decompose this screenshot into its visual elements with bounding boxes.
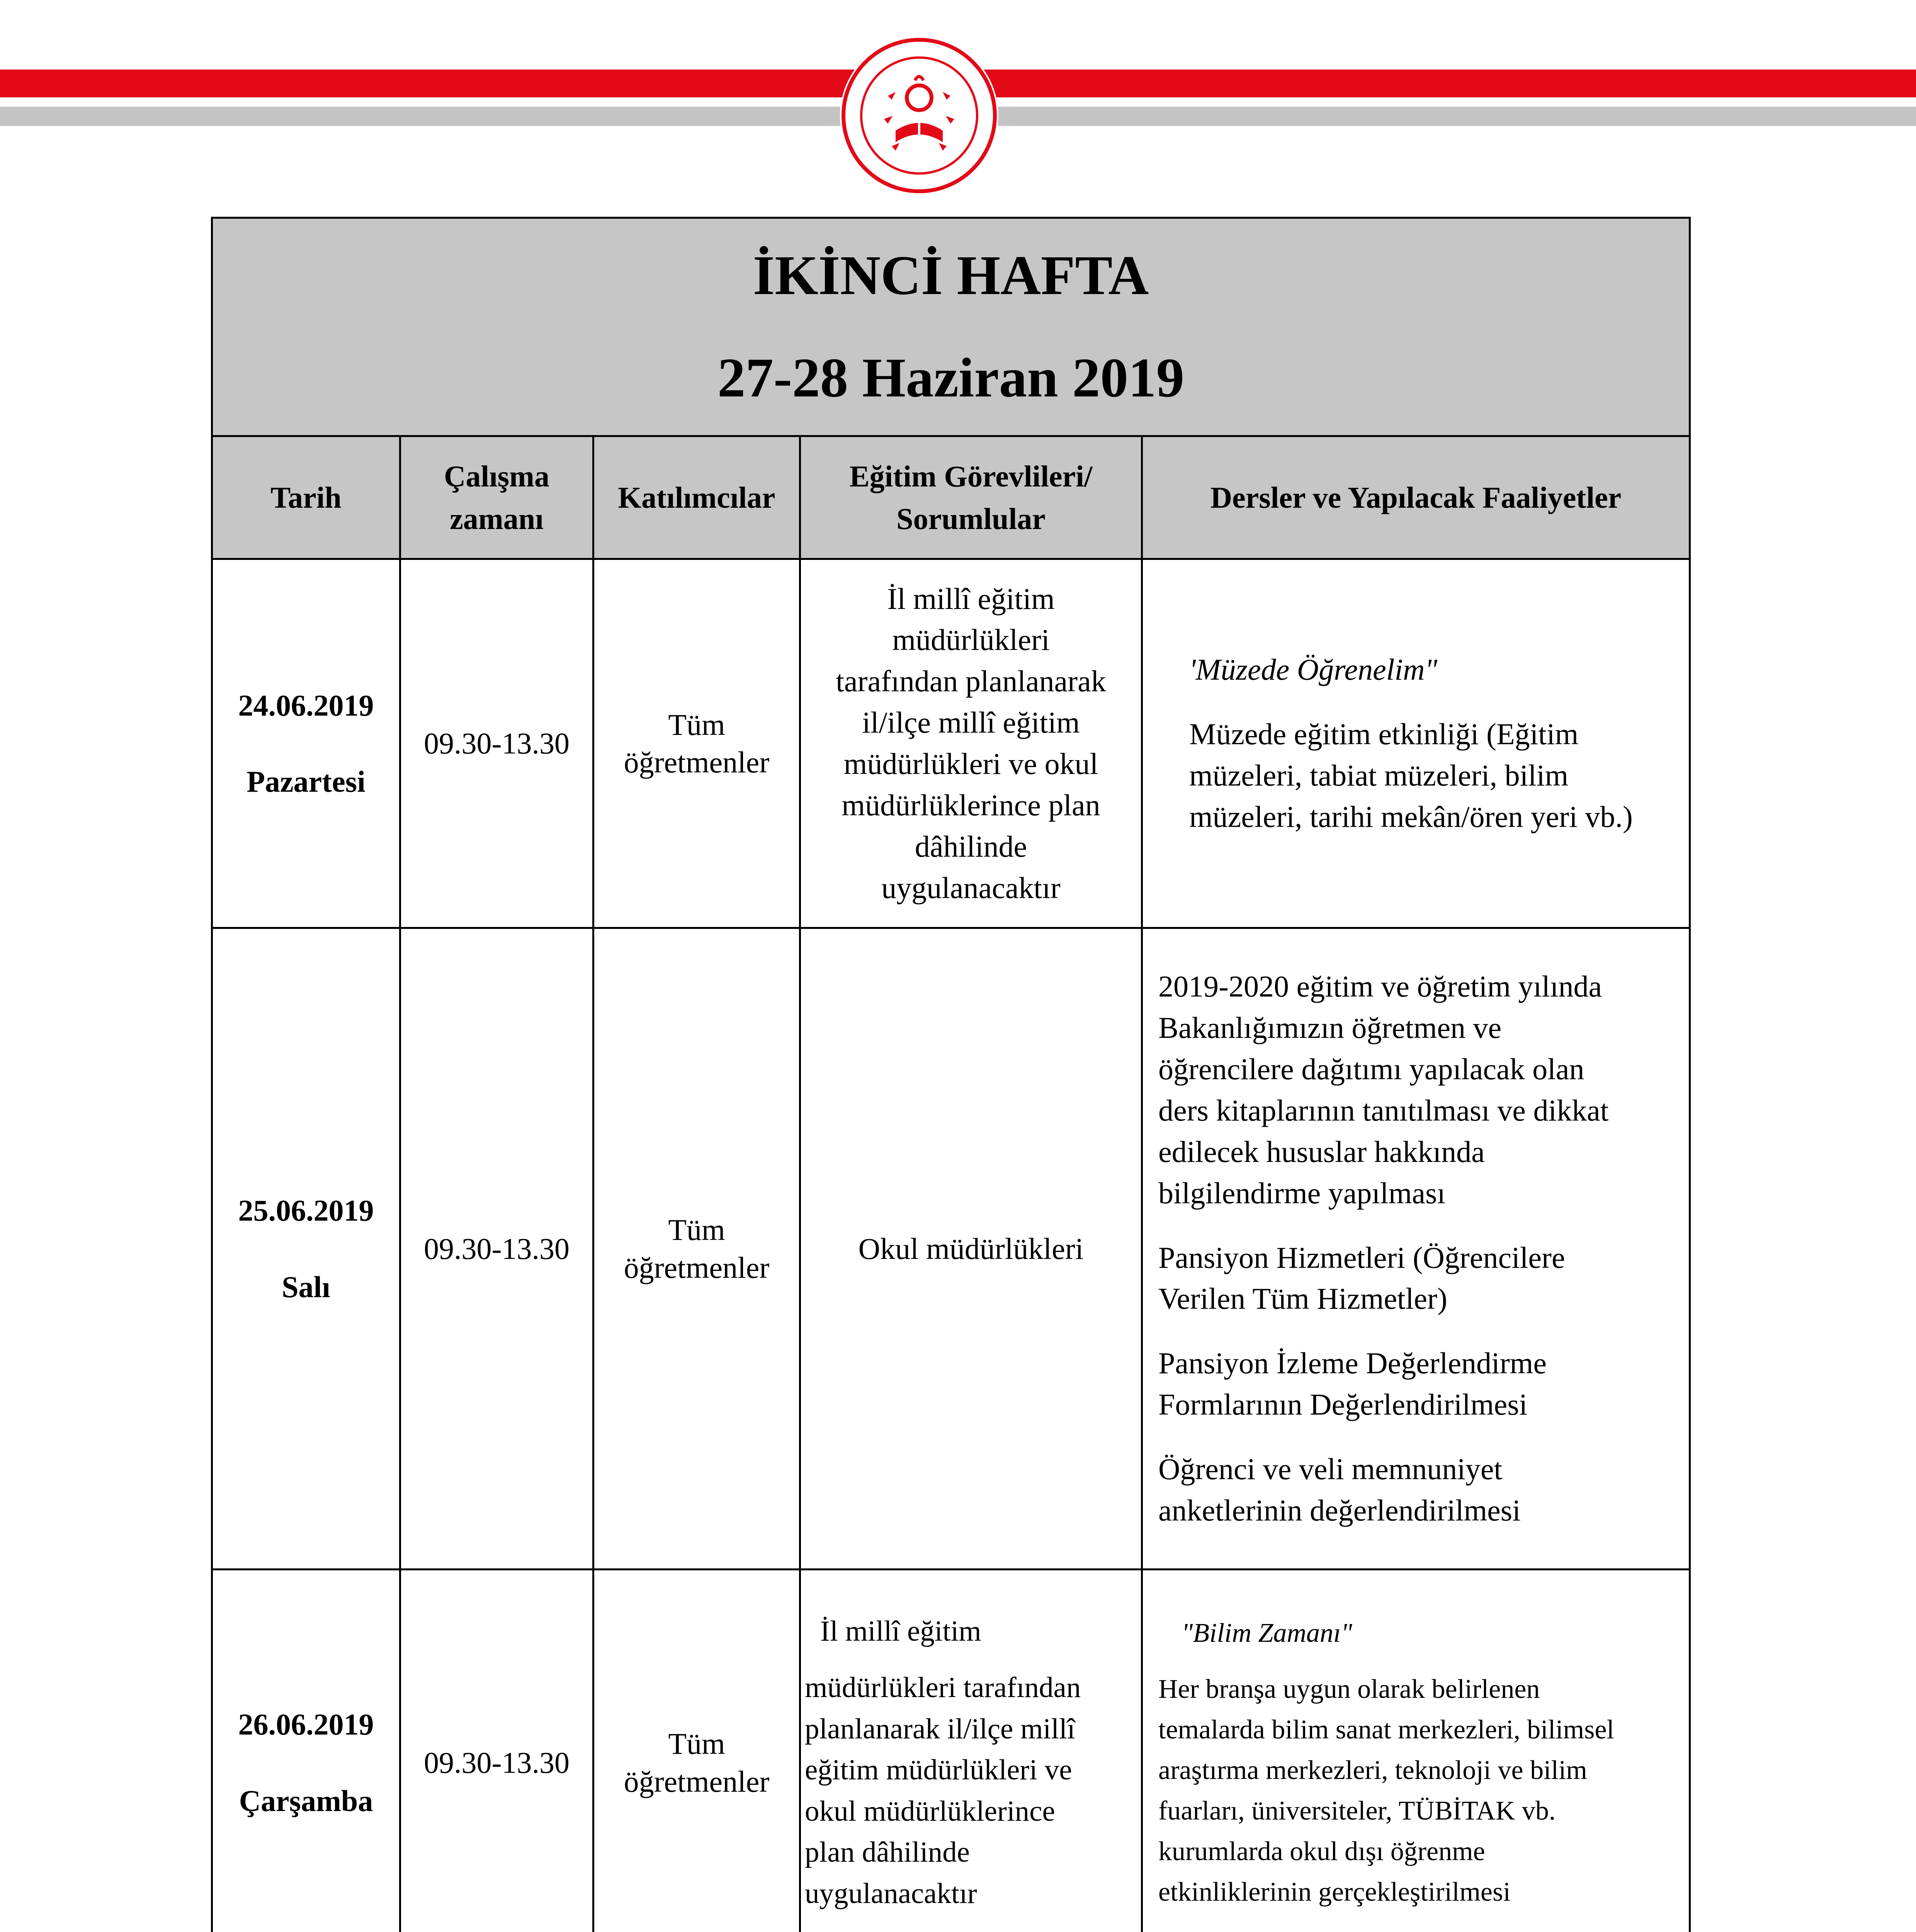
col-header-dersler: Dersler ve Yapılacak Faaliyetler [1142,436,1690,559]
row-date-cell [212,1570,400,1932]
row-date-cell [212,559,400,928]
activity-title: 'Müzede Öğrenelim" [1189,653,1438,687]
row-date: 24.06.2019 [238,688,374,722]
row-activity: 2019-2020 eğitim ve öğretim yılında Bakanlığımızın öğretmen ve öğrencilere dağıtımı yapılacak olan ders kitaplarının tanıtılması ve dikkat edilecek hususlar hakkında bilgilendirme yapılması Pansiyon Hizmetleri (Öğrencilere Verilen Tüm Hizmetler) Pansiyon İzleme Değerlendirme Formlarının Değerlendirilmesi Öğrenci ve veli memnuniyet anketlerinin değerlendirilmesi [1142,928,1690,1570]
row-date-cell [212,928,400,1570]
row-activity: 'Müzede Öğrenelim" Müzede eğitim etkinliği (Eğitim müzeleri, tabiat müzeleri, bilim müzeleri, tarihi mekân/ören yeri vb.) [1142,559,1690,928]
row-day: Salı [282,1270,330,1304]
row-time: 09.30-13.30 [400,928,593,1570]
row-participants: Tüm öğretmenler [593,559,800,928]
row-responsible: Okul müdürlükleri [800,928,1142,1570]
row-participants: Tüm öğretmenler [593,928,800,1570]
activity-title: "Bilim Zamanı" [1182,1618,1352,1648]
row-date: 25.06.2019 [238,1194,374,1227]
schedule-table [211,217,1691,1932]
table-row [212,928,1690,1570]
row-day: Pazartesi [247,765,366,798]
col-header-calisma-zamani: Çalışma zamanı [400,436,593,559]
col-header-katilimcilar: Katılımcılar [593,436,800,559]
row-time: 09.30-13.30 [400,1570,593,1932]
row-date: 26.06.2019 [238,1708,374,1741]
row-time: 09.30-13.30 [400,559,593,928]
week-title-cell [212,218,1690,436]
row-responsible: İl millî eğitim müdürlükleri tarafından planlanarak il/ilçe millî eğitim müdürlükleri ve okul müdürlüklerince plan dâhilinde uygulanacaktır [800,559,1142,928]
col-header-egitim-gorevlileri: Eğitim Görevlileri/ Sorumlular [800,436,1142,559]
row-day: Çarşamba [239,1784,373,1818]
table-row [212,559,1690,928]
table-row [212,1570,1690,1932]
meb-logo-icon [838,34,1001,197]
week-title: İKİNCİ HAFTA [753,245,1149,306]
row-responsible: İl millî eğitim müdürlükleri tarafından planlanarak il/ilçe millî eğitim müdürlükleri ve okul müdürlüklerince plan dâhilinde uygulanacaktır [800,1570,1142,1932]
week-dates: 27-28 Haziran 2019 [717,347,1185,409]
col-header-tarih: Tarih [212,436,400,559]
row-participants: Tüm öğretmenler [593,1570,800,1932]
row-activity: "Bilim Zamanı" Her branşa uygun olarak belirlenen temalarda bilim sanat merkezleri, bilimsel araştırma merkezleri, teknoloji ve bilim fuarları, üniversiteler, TÜBİTAK vb. kurumlarda okul dışı öğrenme etkinliklerinin gerçekleştirilmesi [1142,1570,1690,1932]
